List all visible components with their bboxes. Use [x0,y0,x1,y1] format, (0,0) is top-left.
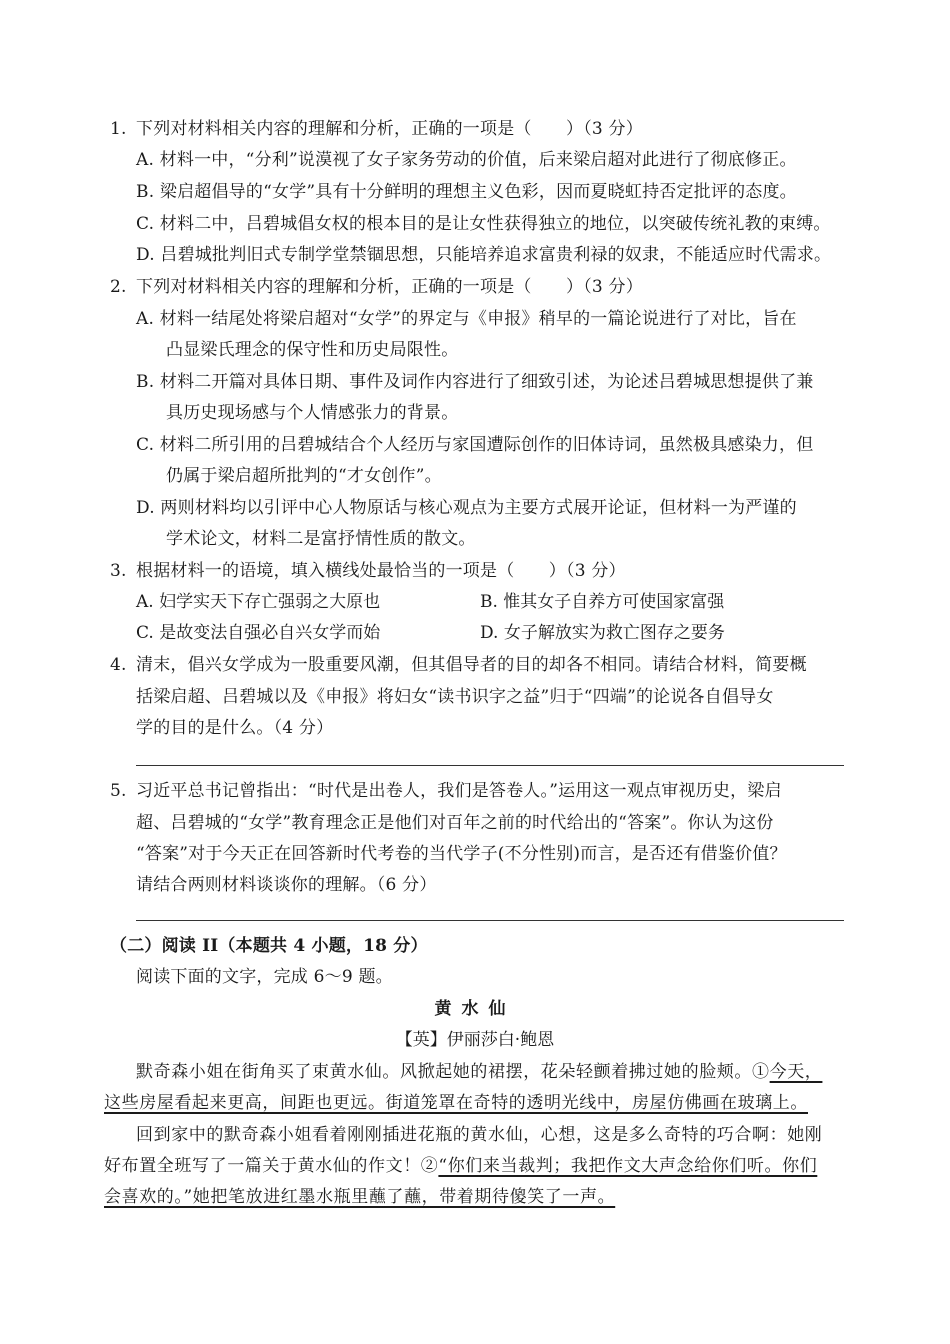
q2-option-d-line1: D. 两则材料均以引评中心人物原话与核心观点为主要方式展开论证，但材料一为严谨的 [136,498,797,518]
q1-option-c: C. 材料二中，吕碧城倡女权的根本目的是让女性获得独立的地位，以突破传统礼教的束缚。 [136,214,831,234]
q2-number: 2. [110,277,127,297]
story-p2-text-b: 好布置全班写了一篇关于黄水仙的作文！② [104,1156,439,1176]
q2-stem-text: 下列对材料相关内容的理解和分析，正确的一项是（ ）（3 分） [136,277,643,297]
q2-option-b-line1: B. 材料二开篇对具体日期、事件及词作内容进行了细致引述，为论述吕碧城思想提供了兼 [136,372,814,392]
story-p1-underlined-a: 今天， [769,1062,823,1082]
q4-line2: 括梁启超、吕碧城以及《申报》将妇女“读书识字之益”归于“四端”的论说各自倡导女 [136,687,774,707]
q4-line3: 学的目的是什么。（4 分） [136,718,334,738]
q2-option-a-line2: 凸显梁氏理念的保守性和历史局限性。 [166,340,459,360]
q1-stem-text: 下列对材料相关内容的理解和分析，正确的一项是（ ）（3 分） [136,119,643,139]
story-p2-line3 [104,1186,615,1208]
story-p2-underlined-b: 会喜欢的。”她把笔放进红墨水瓶里蘸了蘸，带着期待傻笑了一声。 [104,1187,616,1207]
q5-line2: 超、吕碧城的“女学”教育理念正是他们对百年之前的时代给出的“答案”。你认为这份 [136,813,774,833]
story-author: 【英】伊丽莎白·鲍恩 [395,1030,555,1050]
q4-answer-line[interactable] [136,765,844,766]
q2-option-d-line2: 学术论文，材料二是富抒情性质的散文。 [166,529,476,549]
story-p2-underlined-a: “你们来当裁判；我把作文大声念给你们听。你们 [438,1156,818,1176]
q1-option-b: B. 梁启超倡导的“女学”具有十分鲜明的理想主义色彩，因而夏晓虹持否定批评的态度。 [136,182,797,202]
story-p2-line2 [104,1155,817,1177]
q4-number: 4. [110,655,127,675]
q5-line1 [110,780,782,802]
q5-text-1: 习近平总书记曾指出：“时代是出卷人，我们是答卷人。”运用这一观点审视历史，梁启 [136,781,782,801]
story-p1-line2 [104,1092,808,1114]
q3-stem-text: 根据材料一的语境，填入横线处最恰当的一项是（ ）（3 分） [136,561,626,581]
q4-text-1: 清末，倡兴女学成为一股重要风潮，但其倡导者的目的却各不相同。请结合材料，简要概 [136,655,807,675]
q3-stem [110,560,626,582]
q1-option-d: D. 吕碧城批判旧式专制学堂禁锢思想，只能培养追求富贵利禄的奴隶，不能适应时代需求。 [136,245,832,265]
q4-line1 [110,654,807,676]
q5-line3: “答案”对于今天正在回答新时代考卷的当代学子(不分性别)而言，是否还有借鉴价值？ [136,844,787,864]
q2-option-b-line2: 具历史现场感与个人情感张力的背景。 [166,403,459,423]
q1-stem [110,118,643,140]
q3-option-a: A. 妇学实天下存亡强弱之大原也 [136,592,381,612]
q3-option-b: B. 惟其女子自养方可使国家富强 [480,592,725,612]
story-title: 黄水仙 [434,999,516,1019]
q2-option-c-line1: C. 材料二所引用的吕碧城结合个人经历与家国遭际创作的旧体诗词，虽然极具感染力，但 [136,435,814,455]
story-p1-text-a: 默奇森小姐在街角买了束黄水仙。风掀起她的裙摆，花朵轻颤着拂过她的脸颊。① [136,1062,770,1082]
q2-option-c-line2: 仍属于梁启超所批判的“才女创作”。 [166,466,442,486]
q3-option-c: C. 是故变法自强必自兴女学而始 [136,623,381,643]
q5-line4: 请结合两则材料谈谈你的理解。（6 分） [136,875,437,895]
section2-instruction: 阅读下面的文字，完成 6～9 题。 [136,967,393,987]
q1-option-a: A. 材料一中，“分利”说漠视了女子家务劳动的价值，后来梁启超对此进行了彻底修正。 [136,150,797,170]
q3-number: 3. [110,561,127,581]
section2-heading: （二）阅读 II（本题共 4 小题，18 分） [110,936,428,956]
story-p2-line1: 回到家中的默奇森小姐看着刚刚插进花瓶的黄水仙，心想，这是多么奇特的巧合啊：她刚 [136,1125,823,1145]
q1-number: 1. [110,119,127,139]
q2-stem [110,276,643,298]
story-p1-underlined-b: 这些房屋看起来更高，间距也更远。街道笼罩在奇特的透明光线中，房屋仿佛画在玻璃上。 [104,1093,808,1113]
q2-option-a-line1: A. 材料一结尾处将梁启超对“女学”的界定与《申报》稍早的一篇论说进行了对比，旨在 [136,309,797,329]
q5-number: 5. [110,781,127,801]
story-p1-line1 [136,1061,822,1083]
q3-option-d: D. 女子解放实为救亡图存之要务 [480,623,725,643]
q5-answer-line[interactable] [136,920,844,921]
